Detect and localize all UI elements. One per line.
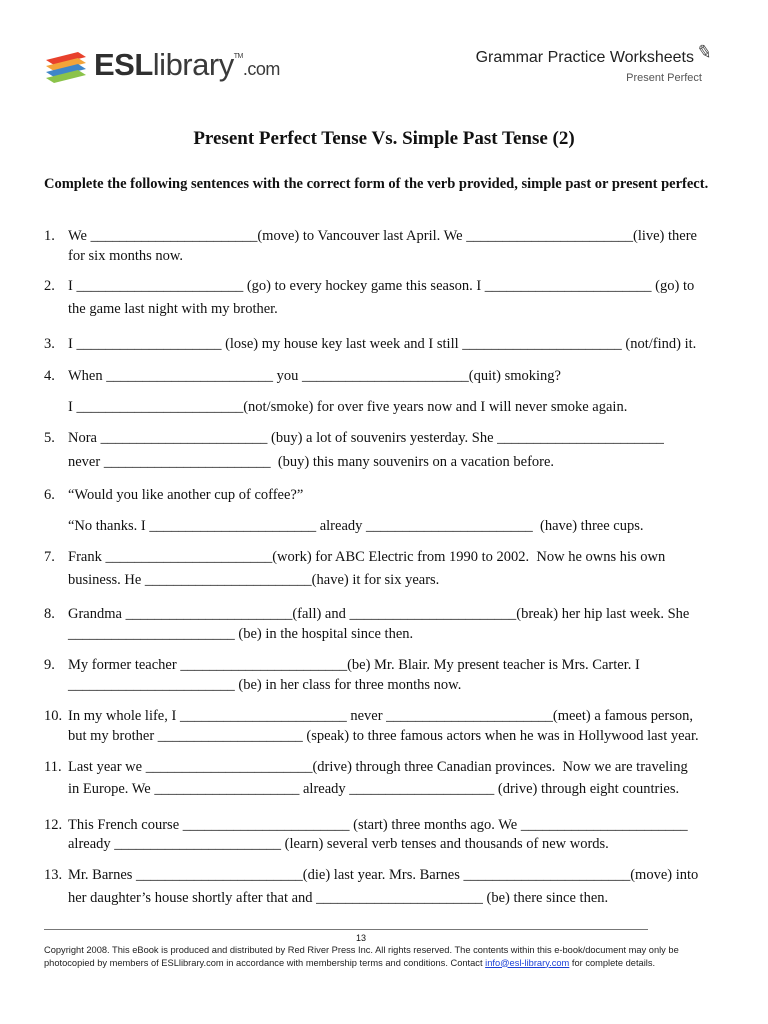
item-number: 13. bbox=[44, 867, 63, 883]
item-number: 11. bbox=[44, 759, 62, 775]
item-line: Frank _______________________(work) for ABC Electric from 1990 to 2002. Now he owns his own bbox=[68, 549, 666, 565]
copyright-line-1: Copyright 2008. This eBook is produced and distributed by Red River Press Inc. All rights reserved. The contents within this e-book/document may only be bbox=[44, 945, 679, 955]
item-line: Mr. Barnes _______________________(die) last year. Mrs. Barnes _______________________(move) into bbox=[68, 867, 699, 883]
worksheet-title: Present Perfect Tense Vs. Simple Past Tense (2) bbox=[193, 128, 575, 149]
item-line: I _______________________(not/smoke) for over five years now and I will never smoke again. bbox=[68, 399, 628, 415]
worksheet-instructions: Complete the following sentences with the correct form of the verb provided, simple past or present perfect. bbox=[44, 176, 709, 192]
copyright-notice bbox=[44, 944, 724, 969]
pencil-icon: ✎ bbox=[695, 40, 714, 64]
item-line: We _______________________(move) to Vancouver last April. We _______________________(live) there bbox=[68, 228, 697, 244]
item-number: 6. bbox=[44, 487, 55, 503]
item-line: This French course _______________________ (start) three months ago. We _______________________ bbox=[68, 817, 688, 833]
item-line: Grandma _______________________(fall) and _______________________(break) her hip last week. She bbox=[68, 606, 690, 622]
item-line: My former teacher _______________________(be) Mr. Blair. My present teacher is Mrs. Carter. I bbox=[68, 657, 640, 673]
item-number: 3. bbox=[44, 336, 55, 352]
item-line: In my whole life, I _______________________ never _______________________(meet) a famous person, bbox=[68, 708, 694, 724]
logo-wordmark: ESLlibrary™.com bbox=[94, 47, 280, 82]
header-title: Grammar Practice Worksheets bbox=[475, 49, 694, 66]
header-subtitle: Present Perfect bbox=[626, 72, 702, 84]
item-number: 2. bbox=[44, 278, 55, 294]
item-number: 10. bbox=[44, 708, 63, 724]
item-line: Last year we _______________________(drive) through three Canadian provinces. Now we are traveling bbox=[68, 759, 688, 775]
footer-divider bbox=[44, 929, 648, 930]
item-number: 4. bbox=[44, 368, 55, 384]
item-number: 12. bbox=[44, 817, 63, 833]
item-line: her daughter’s house shortly after that and _______________________ (be) there since then. bbox=[68, 890, 609, 906]
page-number: 13 bbox=[355, 933, 366, 943]
item-line: for six months now. bbox=[68, 248, 184, 264]
item-line: When _______________________ you _______________________(quit) smoking? bbox=[68, 368, 561, 384]
item-line: never _______________________ (buy) this many souvenirs on a vacation before. bbox=[68, 454, 555, 470]
contact-email-link[interactable]: info@esl-library.com bbox=[485, 957, 570, 968]
item-number: 5. bbox=[44, 430, 55, 446]
item-line: Nora _______________________ (buy) a lot of souvenirs yesterday. She _______________________ bbox=[68, 430, 664, 446]
item-line: business. He _______________________(have) it for six years. bbox=[68, 572, 440, 588]
item-line: the game last night with my brother. bbox=[68, 301, 278, 317]
item-line: but my brother ____________________ (speak) to three famous actors when he was in Hollywood last year. bbox=[68, 728, 699, 744]
copyright-line-2: photocopied by members of ESLlibrary.com in accordance with membership terms and conditions. Contact info@esl-library.com for complete details. bbox=[44, 957, 656, 968]
item-line: already _______________________ (learn) several verb tenses and thousands of new words. bbox=[68, 836, 609, 852]
item-number: 8. bbox=[44, 606, 55, 622]
item-line: in Europe. We ____________________ already ____________________ (drive) through eight countries. bbox=[68, 781, 680, 797]
item-line: “No thanks. I _______________________ already _______________________ (have) three cups. bbox=[68, 518, 644, 534]
item-line: _______________________ (be) in her class for three months now. bbox=[68, 677, 462, 693]
item-number: 1. bbox=[44, 228, 55, 244]
item-line: “Would you like another cup of coffee?” bbox=[68, 487, 304, 503]
item-line: I _______________________ (go) to every hockey game this season. I _______________________ (go) to bbox=[68, 278, 695, 294]
item-line: I ____________________ (lose) my house key last week and I still ______________________ (not/find) it. bbox=[68, 336, 697, 352]
item-line: _______________________ (be) in the hospital since then. bbox=[68, 626, 414, 642]
item-number: 7. bbox=[44, 549, 55, 565]
item-number: 9. bbox=[44, 657, 55, 673]
